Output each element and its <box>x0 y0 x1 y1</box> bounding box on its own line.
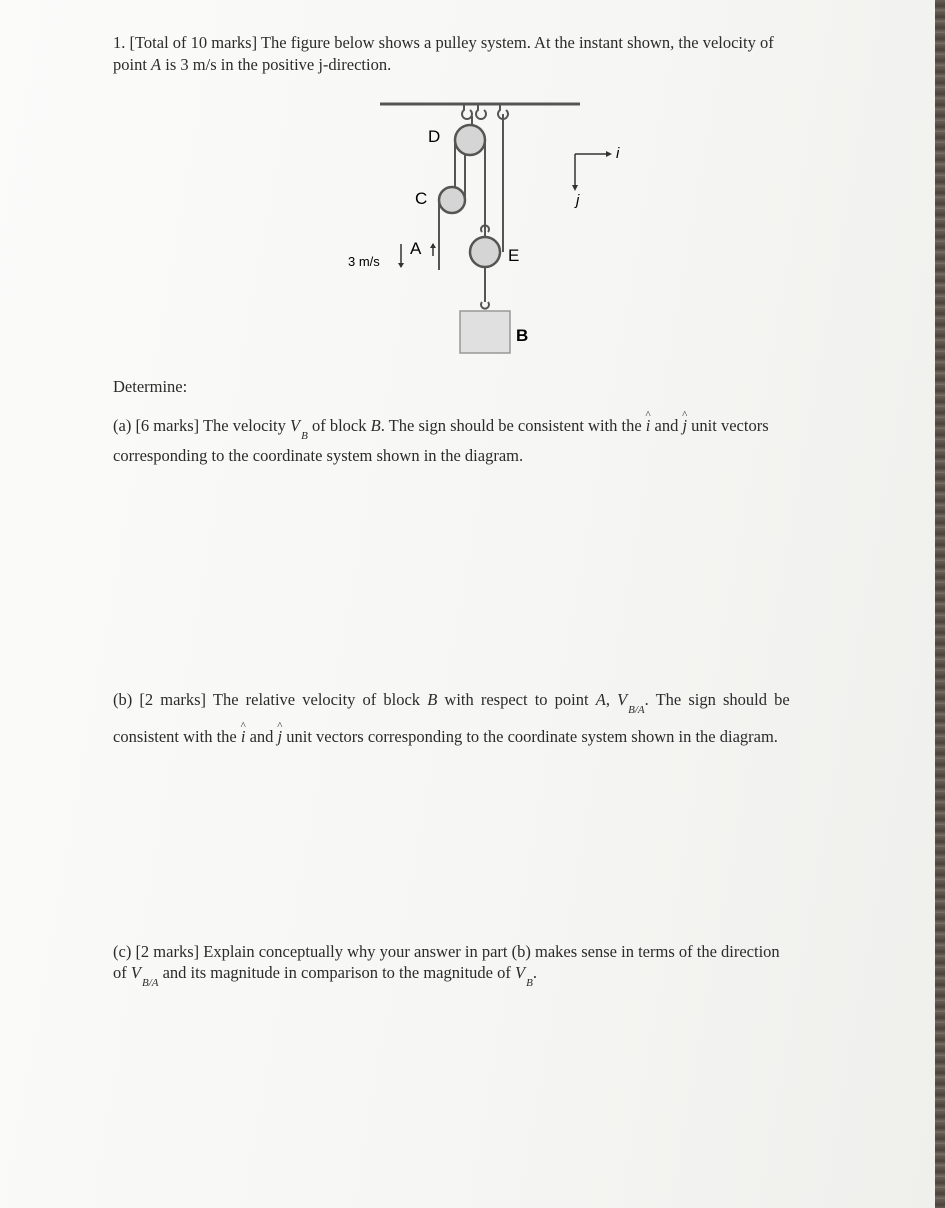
hook-2 <box>476 104 486 119</box>
velocity-label: 3 m/s <box>348 254 380 269</box>
question-text: 1. [Total of 10 marks] The figure below shows a pulley system. At the instant shown, the velocity of <box>113 33 774 52</box>
unit-j: ^ j <box>682 416 687 436</box>
pulley-c <box>439 187 465 213</box>
block-var: B <box>427 690 438 709</box>
part-a-line-2 <box>113 446 523 466</box>
velocity-var: V <box>617 690 628 709</box>
label-d: D <box>428 127 441 146</box>
part-b-text: unit vectors corresponding to the coordinate system shown in the diagram. <box>282 727 778 746</box>
part-c-line-1 <box>113 942 780 962</box>
part-b-line-2 <box>113 727 778 747</box>
point-a-var: A <box>151 55 162 74</box>
point-var: A <box>595 690 606 709</box>
axis-i-label: i <box>616 145 620 162</box>
question-line-1 <box>113 33 774 53</box>
part-b-text: (b) [2 marks] The relative velocity of block <box>113 690 428 709</box>
page-edge <box>935 0 945 1208</box>
part-c-text: and its magnitude in comparison to the magnitude of <box>158 963 515 982</box>
part-a-text: (a) [6 marks] The velocity <box>113 416 291 435</box>
axis-j-head <box>572 185 578 191</box>
question-text: point <box>113 55 152 74</box>
arrow-a-head <box>430 243 436 248</box>
part-a-text: of block <box>307 416 371 435</box>
part-a-text: corresponding to the coordinate system shown in the diagram. <box>113 446 524 465</box>
hook-1 <box>462 104 472 119</box>
part-c-text: of <box>113 963 131 982</box>
question-text: is 3 m/s in the positive j-direction. <box>161 55 392 74</box>
velocity-arrow-head <box>398 263 404 268</box>
part-c-text: . <box>532 963 537 982</box>
part-a-line-1 <box>113 416 769 442</box>
velocity-sub: B <box>526 977 533 989</box>
part-b-text: . The sign should be <box>644 690 790 709</box>
pulley-d <box>455 125 485 155</box>
part-c-line-2 <box>113 963 537 989</box>
label-c: C <box>415 189 428 208</box>
part-b-text: and <box>245 727 278 746</box>
velocity-var: V <box>130 963 141 982</box>
velocity-sub: B <box>301 430 308 442</box>
velocity-var: V <box>514 963 526 982</box>
part-a-text: . The sign should be consistent with the <box>380 416 646 435</box>
part-c-text: (c) [2 marks] Explain conceptually why your answer in part (b) makes sense in terms of the direction <box>113 942 780 961</box>
block-hook <box>481 302 489 309</box>
label-a: A <box>410 239 422 258</box>
unit-i: ^ i <box>646 416 651 436</box>
determine-text: Determine: <box>113 377 188 396</box>
part-b-text: with respect to point <box>437 690 596 709</box>
block-b <box>460 311 510 353</box>
pulley-diagram <box>330 92 640 362</box>
determine-heading <box>113 377 187 397</box>
unit-i: ^ i <box>241 727 246 747</box>
label-e: E <box>508 246 520 265</box>
part-a-text: unit vectors <box>687 416 769 435</box>
unit-j: ^ j <box>278 727 283 747</box>
velocity-sub: B/A <box>628 704 645 716</box>
velocity-sub: B/A <box>141 977 159 989</box>
axis-j-label: j <box>576 192 580 209</box>
part-b-text: consistent with the <box>113 727 241 746</box>
question-line-2 <box>113 55 391 75</box>
pulley-e <box>470 237 500 267</box>
part-b-line-1 <box>113 690 790 716</box>
block-var: B <box>370 416 381 435</box>
axis-i-head <box>606 151 612 157</box>
part-a-text: and <box>650 416 683 435</box>
part-b-text: , <box>605 690 618 709</box>
velocity-var: V <box>290 416 301 435</box>
label-b: B <box>516 326 529 345</box>
